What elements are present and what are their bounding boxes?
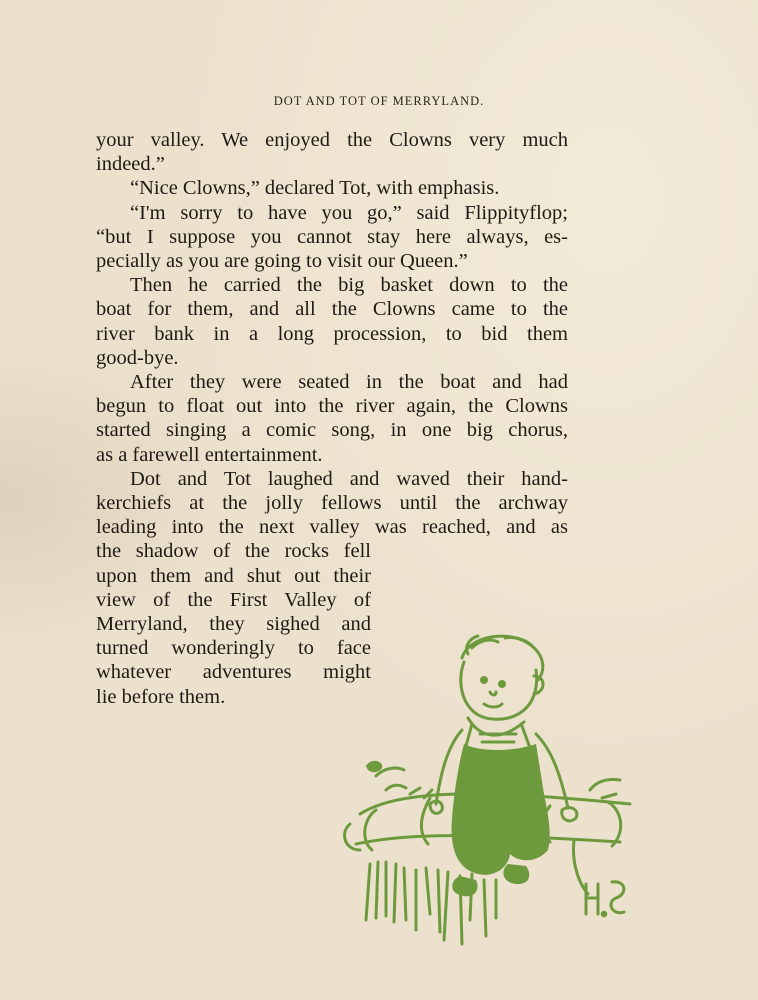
text-line: “Nice Clowns,” declared Tot, with emphasis. xyxy=(130,177,500,200)
text-line: good-bye. xyxy=(96,346,179,369)
text-line: started singing a comic song, in one big chorus, xyxy=(96,419,568,442)
text-line: “but I suppose you cannot stay here always, es- xyxy=(96,225,568,248)
text-line: “I'm sorry to have you go,” said Flippityflop; xyxy=(130,201,568,224)
text-line: Merryland, they sighed and xyxy=(96,613,371,636)
text-line: leading into the next valley was reached, and as xyxy=(96,516,568,539)
text-line: begun to float out into the river again, the Clowns xyxy=(96,395,568,418)
text-line: your valley. We enjoyed the Clowns very much xyxy=(96,129,568,151)
text-line: pecially as you are going to visit our Queen.” xyxy=(96,250,468,273)
boy-on-log-illustration xyxy=(340,618,640,948)
text-line: view of the First Valley of xyxy=(96,588,371,611)
text-line: upon them and shut out their xyxy=(96,564,371,587)
text-line: Then he carried the big basket down to the xyxy=(130,274,568,297)
text-line: After they were seated in the boat and had xyxy=(130,371,568,394)
text-line: the shadow of the rocks fell xyxy=(96,540,371,563)
text-line: whatever adventures might xyxy=(96,661,371,684)
text-line: as a farewell entertainment. xyxy=(96,443,323,466)
text-line: kerchiefs at the jolly fellows until the archway xyxy=(96,492,568,515)
text-line: Dot and Tot laughed and waved their hand- xyxy=(130,467,568,490)
text-line: turned wonderingly to face xyxy=(96,637,371,660)
text-line: boat for them, and all the Clowns came to the xyxy=(96,298,568,321)
text-line: river bank in a long procession, to bid them xyxy=(96,322,568,345)
running-head: DOT AND TOT OF MERRYLAND. xyxy=(273,94,485,108)
text-line: indeed.” xyxy=(96,153,165,176)
text-line: lie before them. xyxy=(96,685,226,708)
